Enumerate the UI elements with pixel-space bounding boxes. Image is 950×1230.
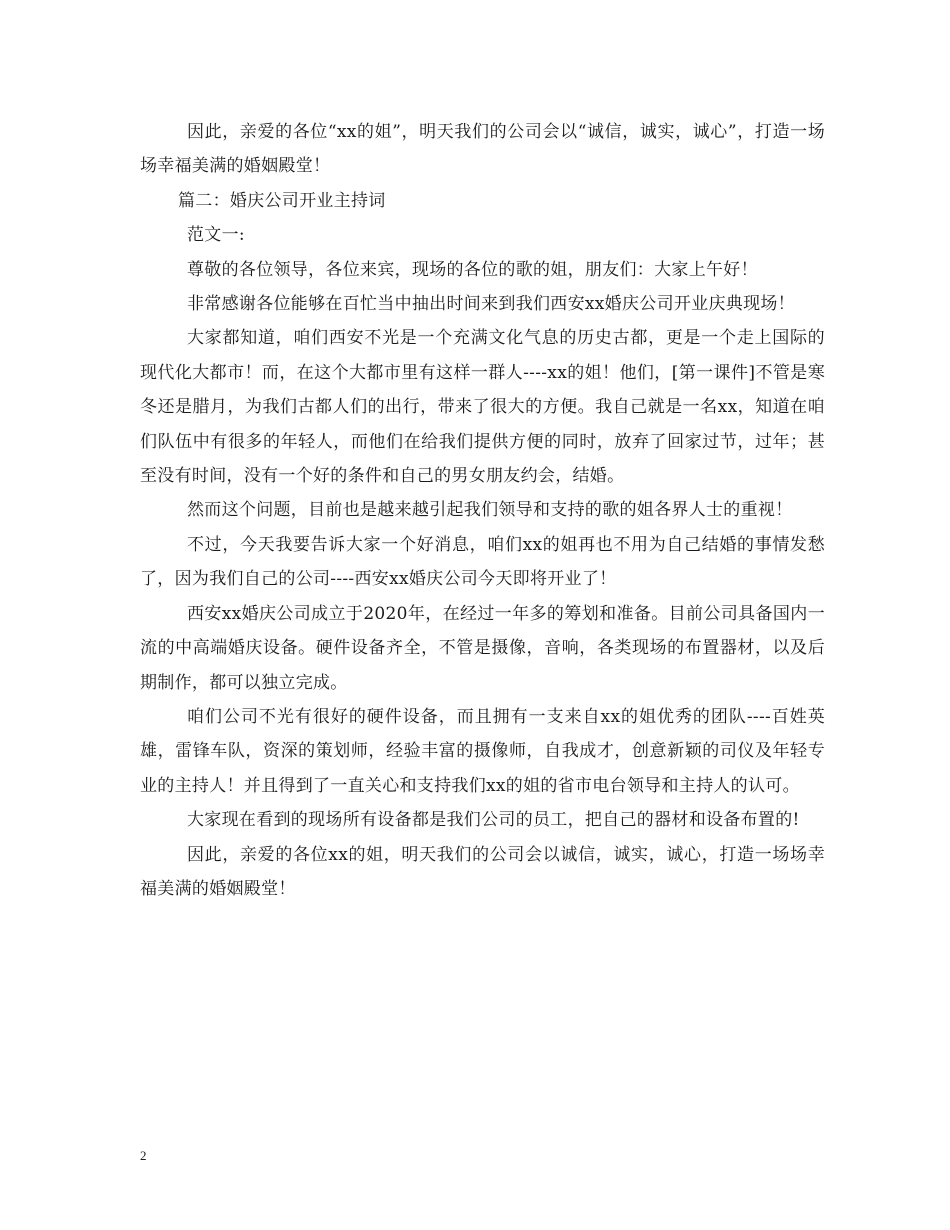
paragraph-closing-1: 因此，亲爱的各位“xx的姐”，明天我们的公司会以“诚信，诚实，诚心”，打造一场场幸福美满的婚姻殿堂！ — [140, 122, 825, 177]
paragraph-good-news: 不过，今天我要告诉大家一个好消息，咱们xx的姐再也不用为自己结婚的事情发愁了，因为我们自己的公司----西安xx婚庆公司今天即将开业了！ — [140, 534, 825, 590]
paragraph-company-founding: 西安xx婚庆公司成立于2020年，在经过一年多的筹划和准备。目前公司具备国内一流的中高端婚庆设备。硬件设备齐全，不管是摄像，音响，各类现场的布置器材，以及后期制作，都可以独立完成。 — [140, 603, 825, 693]
paragraph-equipment: 大家现在看到的现场所有设备都是我们公司的员工，把自己的器材和设备布置的! — [187, 810, 800, 831]
paragraph-team: 咱们公司不光有很好的硬件设备，而且拥有一支来自xx的姐优秀的团队----百姓英雄，雷锋车队，资深的策划师，经验丰富的摄像师，自我成才，创意新颖的司仪及年轻专业的主持人！并且得到了一直关心和支持我们xx的姐的省市电台领导和主持人的认可。 — [140, 706, 825, 796]
document-body — [140, 115, 825, 906]
section-heading: 篇二：婚庆公司开业主持词 — [178, 190, 386, 211]
paragraph-greeting: 尊敬的各位领导，各位来宾，现场的各位的歌的姐，朋友们：大家上午好！ — [187, 259, 758, 280]
paragraph-closing-2: 因此，亲爱的各位xx的姐，明天我们的公司会以诚信，诚实，诚心，打造一场场幸福美满的婚姻殿堂！ — [140, 844, 825, 899]
paragraph-attention: 然而这个问题，目前也是越来越引起我们领导和支持的歌的姐各界人士的重视！ — [187, 500, 793, 521]
paragraph-introduction: 大家都知道，咱们西安不光是一个充满文化气息的历史古都，更是一个走上国际的现代化大都市！而，在这个大都市里有这样一群人----xx的姐！他们，[第一课件]不管是寒冬还是腊月，为我们古都人们的出行，带来了很大的方便。我自己就是一名xx，知道在咱们队伍中有很多的年轻人，而他们在给我们提供方便的同时，放弃了回家过节，过年；甚至没有时间，没有一个好的条件和自己的男女朋友约会，结婚。 — [140, 328, 825, 487]
page-number: 2 — [140, 1148, 147, 1163]
sample-label: 范文一: — [187, 225, 245, 246]
paragraph-thanks: 非常感谢各位能够在百忙当中抽出时间来到我们西安xx婚庆公司开业庆典现场！ — [187, 294, 795, 315]
